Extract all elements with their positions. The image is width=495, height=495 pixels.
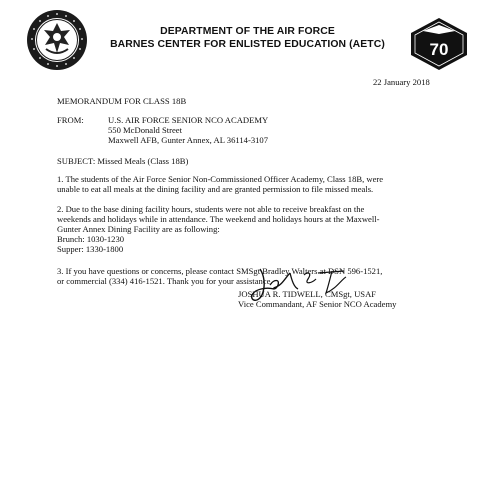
paragraph-line: 3. If you have questions or concerns, please contact SMSgt Bradley Walters at DSN 596-1521, <box>57 266 383 276</box>
paragraph-line: Gunter Annex Dining Facility are as following: <box>57 224 220 234</box>
memo-date: 22 January 2018 <box>373 77 430 87</box>
header-center: BARNES CENTER FOR ENLISTED EDUCATION (AETC) <box>110 39 385 50</box>
signature-title: Vice Commandant, AF Senior NCO Academy <box>238 299 397 309</box>
paragraph-line: Supper: 1330-1800 <box>57 244 124 254</box>
paragraph-line: unable to eat all meals at the dining facility and are granted permission to file missed meals. <box>57 184 374 194</box>
emblem-number: 70 <box>429 40 449 59</box>
paragraph-line: or commercial (334) 416-1521. Thank you for your assistance. <box>57 276 273 286</box>
paragraph-line: 2. Due to the base dining facility hours, students were not able to receive breakfast on the <box>57 204 365 214</box>
memo-for: MEMORANDUM FOR CLASS 18B <box>57 96 187 106</box>
paragraph-line: 1. The students of the Air Force Senior Non-Commissioned Officer Academy, Class 18B, were <box>57 174 384 184</box>
header-department: DEPARTMENT OF THE AIR FORCE <box>160 26 335 37</box>
from-label: FROM: <box>57 115 84 125</box>
paragraph-line: weekends and holidays while in attendance. The weekend and holidays hours at the Maxwell- <box>57 214 380 224</box>
subject-line: SUBJECT: Missed Meals (Class 18B) <box>57 156 189 166</box>
from-line: U.S. AIR FORCE SENIOR NCO ACADEMY <box>108 115 269 125</box>
from-line: Maxwell AFB, Gunter Annex, AL 36114-3107 <box>108 135 269 145</box>
signature-name: JOSHUA R. TIDWELL, CMSgt, USAF <box>238 289 377 299</box>
paragraph-line: Brunch: 1030-1230 <box>57 234 125 244</box>
from-line: 550 McDonald Street <box>108 125 182 135</box>
air-force-70-emblem-icon <box>409 17 469 71</box>
